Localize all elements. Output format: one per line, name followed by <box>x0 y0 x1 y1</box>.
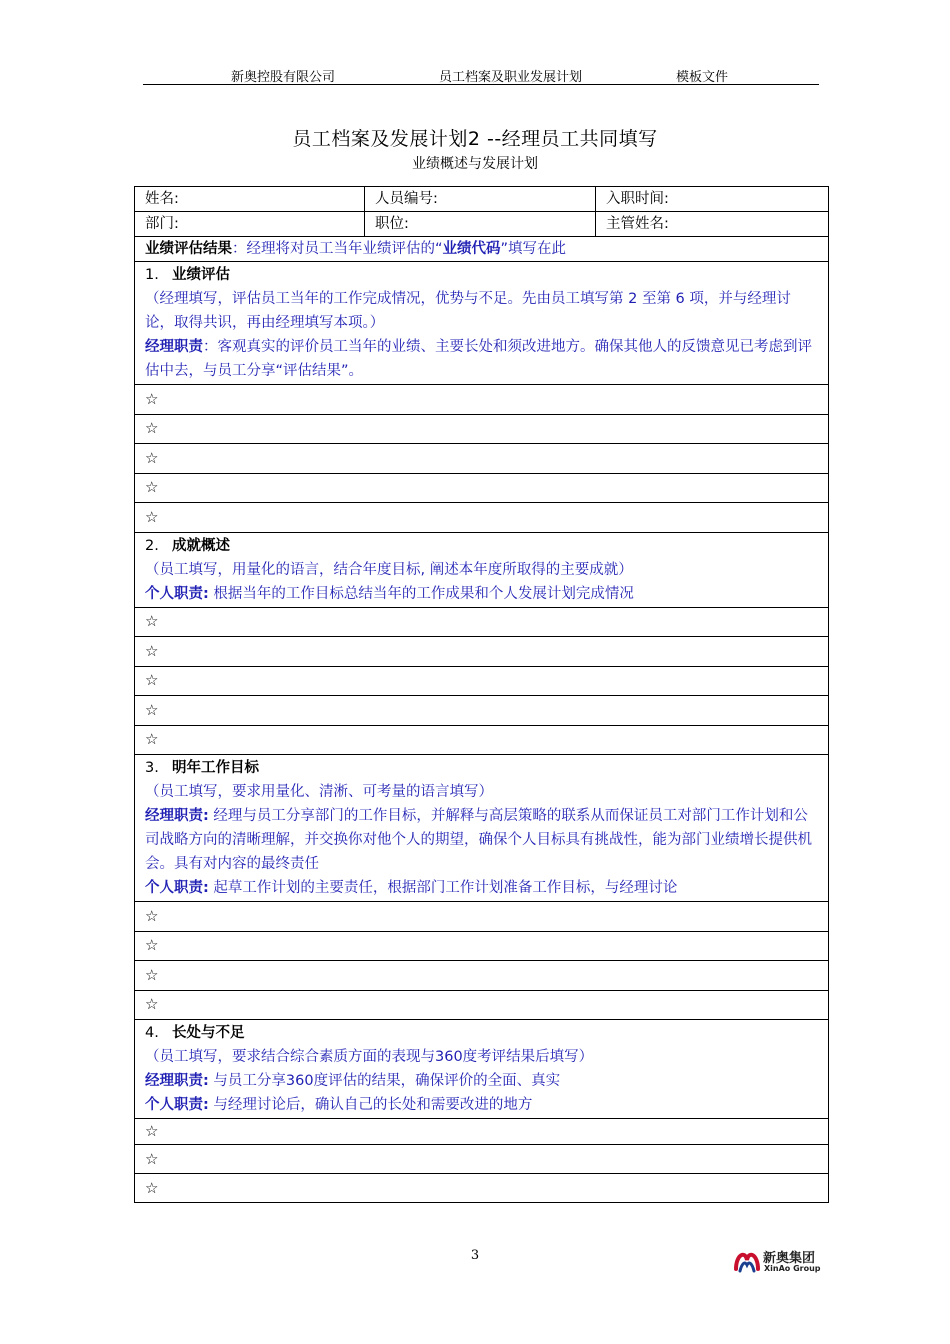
result-row <box>135 237 829 262</box>
section-1-note: （经理填写，评估员工当年的工作完成情况，优势与不足。先由员工填写第 2 至第 6 项，并与经理讨论，取得共识，再由经理填写本项。） <box>145 291 791 331</box>
star-icon: ☆ <box>145 612 159 631</box>
section-2-title: 成就概述 <box>172 537 230 554</box>
section-4-row <box>135 1145 829 1174</box>
section-4-entry-2[interactable] <box>135 1145 829 1174</box>
section-4-block <box>135 1020 829 1119</box>
section-4-entry-3[interactable] <box>135 1174 829 1203</box>
star-icon: ☆ <box>145 936 159 955</box>
section-2-duty-text: 根据当年的工作目标总结当年的工作成果和个人发展计划完成情况 <box>208 585 634 602</box>
form-table <box>134 186 829 1203</box>
section-1-header <box>135 262 829 385</box>
position-field[interactable]: 职位: <box>365 212 596 237</box>
section-1-row <box>135 473 829 503</box>
star-icon: ☆ <box>145 419 159 438</box>
section-1-entry-1[interactable] <box>135 385 829 415</box>
logo-chinese-name: 新奥集团 <box>763 1251 816 1266</box>
section-1-row <box>135 444 829 474</box>
star-icon: ☆ <box>145 1178 159 1197</box>
star-icon: ☆ <box>145 906 159 925</box>
section-4-note: （员工填写，要求结合综合素质方面的表现与360度考评结果后填写） <box>145 1049 594 1065</box>
section-3-duty-label: 经理职责: <box>145 808 209 824</box>
star-icon: ☆ <box>145 671 159 690</box>
result-field[interactable] <box>135 237 829 262</box>
section-1-row <box>135 385 829 415</box>
section-3-entry-1[interactable] <box>135 902 829 932</box>
page-number: 3 <box>470 1248 480 1263</box>
section-1-title: 业绩评估 <box>172 267 230 283</box>
xinao-logo-icon <box>733 1247 761 1275</box>
company-logo <box>733 1246 823 1276</box>
section-2-row <box>135 607 829 637</box>
logo-english-name: XinAo Group <box>764 1264 821 1273</box>
star-icon: ☆ <box>145 1122 159 1140</box>
section-1-row <box>135 503 829 533</box>
header-type: 模板文件 <box>676 70 729 85</box>
section-2-entry-4[interactable] <box>135 696 829 726</box>
section-3-title: 明年工作目标 <box>172 760 259 776</box>
section-3-duty2-text: 起草工作计划的主要责任，根据部门工作计划准备工作目标，与经理讨论 <box>208 880 678 896</box>
section-3-entry-3[interactable] <box>135 961 829 991</box>
section-2-entry-5[interactable] <box>135 725 829 755</box>
result-code: 业绩代码 <box>442 241 501 257</box>
section-2-duty-label: 个人职责: <box>145 585 209 602</box>
section-4-title: 长处与不足 <box>172 1025 245 1041</box>
section-2-entry-2[interactable] <box>135 637 829 667</box>
section-1-entry-2[interactable] <box>135 414 829 444</box>
section-2-block <box>135 532 829 607</box>
section-4-duty-label: 经理职责: <box>145 1073 209 1089</box>
section-4-row <box>135 1174 829 1203</box>
section-3-duty2-label: 个人职责: <box>145 880 209 896</box>
result-label: 业绩评估结果 <box>145 241 232 257</box>
section-1-entry-5[interactable] <box>135 503 829 533</box>
section-2-note: （员工填写，用量化的语言，结合年度目标, 阐述本年度所取得的主要成就） <box>145 561 633 578</box>
section-2-entry-3[interactable] <box>135 666 829 696</box>
name-field[interactable]: 姓名: <box>135 187 365 212</box>
section-2-row <box>135 696 829 726</box>
section-1-row <box>135 414 829 444</box>
star-icon: ☆ <box>145 448 159 467</box>
section-3-header <box>135 755 829 902</box>
star-icon: ☆ <box>145 478 159 497</box>
star-icon: ☆ <box>145 641 159 660</box>
info-row-1 <box>135 187 829 212</box>
section-1-entry-3[interactable] <box>135 444 829 474</box>
section-3-row <box>135 902 829 932</box>
supervisor-field[interactable]: 主管姓名: <box>596 212 829 237</box>
star-icon: ☆ <box>145 507 159 526</box>
section-4-header <box>135 1020 829 1119</box>
header-document: 员工档案及职业发展计划 <box>439 70 583 85</box>
star-icon: ☆ <box>145 995 159 1014</box>
result-text-b: ”填写在此 <box>500 241 567 257</box>
section-2-entry-1[interactable] <box>135 607 829 637</box>
section-2-header <box>135 532 829 607</box>
star-icon: ☆ <box>145 700 159 719</box>
section-4-entry-1[interactable] <box>135 1119 829 1145</box>
department-field[interactable]: 部门: <box>135 212 365 237</box>
section-3-block <box>135 755 829 902</box>
section-3-entry-4[interactable] <box>135 990 829 1020</box>
page-title: 员工档案及发展计划2 --经理员工共同填写 <box>292 128 658 150</box>
section-3-note: （员工填写，要求用量化、清淅、可考量的语言填写） <box>145 784 493 800</box>
info-row-2 <box>135 212 829 237</box>
star-icon: ☆ <box>145 389 159 408</box>
section-1-duty-label: 经理职责 <box>145 339 203 355</box>
section-4-duty2-label: 个人职责: <box>145 1097 209 1113</box>
star-icon: ☆ <box>145 965 159 984</box>
section-4-duty-text: 与员工分享360度评估的结果，确保评价的全面、真实 <box>208 1073 561 1089</box>
section-1-duty-text: ：客观真实的评价员工当年的业绩、主要长处和须改进地方。确保其他人的反馈意见已考虑到评估中去，与员工分享“评估结果”。 <box>145 339 812 379</box>
section-3-entry-2[interactable] <box>135 931 829 961</box>
section-3-duty-text: 经理与员工分享部门的工作目标，并解释与高层策略的联系从而保证员工对部门工作计划和公司战略方向的清晰理解，并交换你对他个人的期望，确保个人目标具有挑战性，能为部门业绩增长提供机会。具有对内容的最终责任 <box>145 808 812 872</box>
section-4-row <box>135 1119 829 1145</box>
page-header <box>143 66 819 85</box>
star-icon: ☆ <box>145 730 159 749</box>
section-1-entry-4[interactable] <box>135 473 829 503</box>
header-company: 新奥控股有限公司 <box>231 70 336 85</box>
hire-date-field[interactable]: 入职时间: <box>596 187 829 212</box>
section-3-row <box>135 931 829 961</box>
section-3-number: 3. <box>145 760 159 776</box>
section-2-row <box>135 637 829 667</box>
section-3-row <box>135 961 829 991</box>
page-subtitle: 业绩概述与发展计划 <box>412 156 538 172</box>
section-3-row <box>135 990 829 1020</box>
section-1-block <box>135 262 829 385</box>
result-text-a: ：经理将对员工当年业绩评估的“ <box>232 241 443 257</box>
employee-id-field[interactable]: 人员编号: <box>365 187 596 212</box>
star-icon: ☆ <box>145 1149 159 1168</box>
section-4-number: 4. <box>145 1025 159 1041</box>
section-1-number: 1. <box>145 267 159 283</box>
section-4-duty2-text: 与经理讨论后，确认自己的长处和需要改进的地方 <box>208 1097 533 1113</box>
section-2-row <box>135 666 829 696</box>
section-2-number: 2. <box>145 537 159 554</box>
section-2-row <box>135 725 829 755</box>
